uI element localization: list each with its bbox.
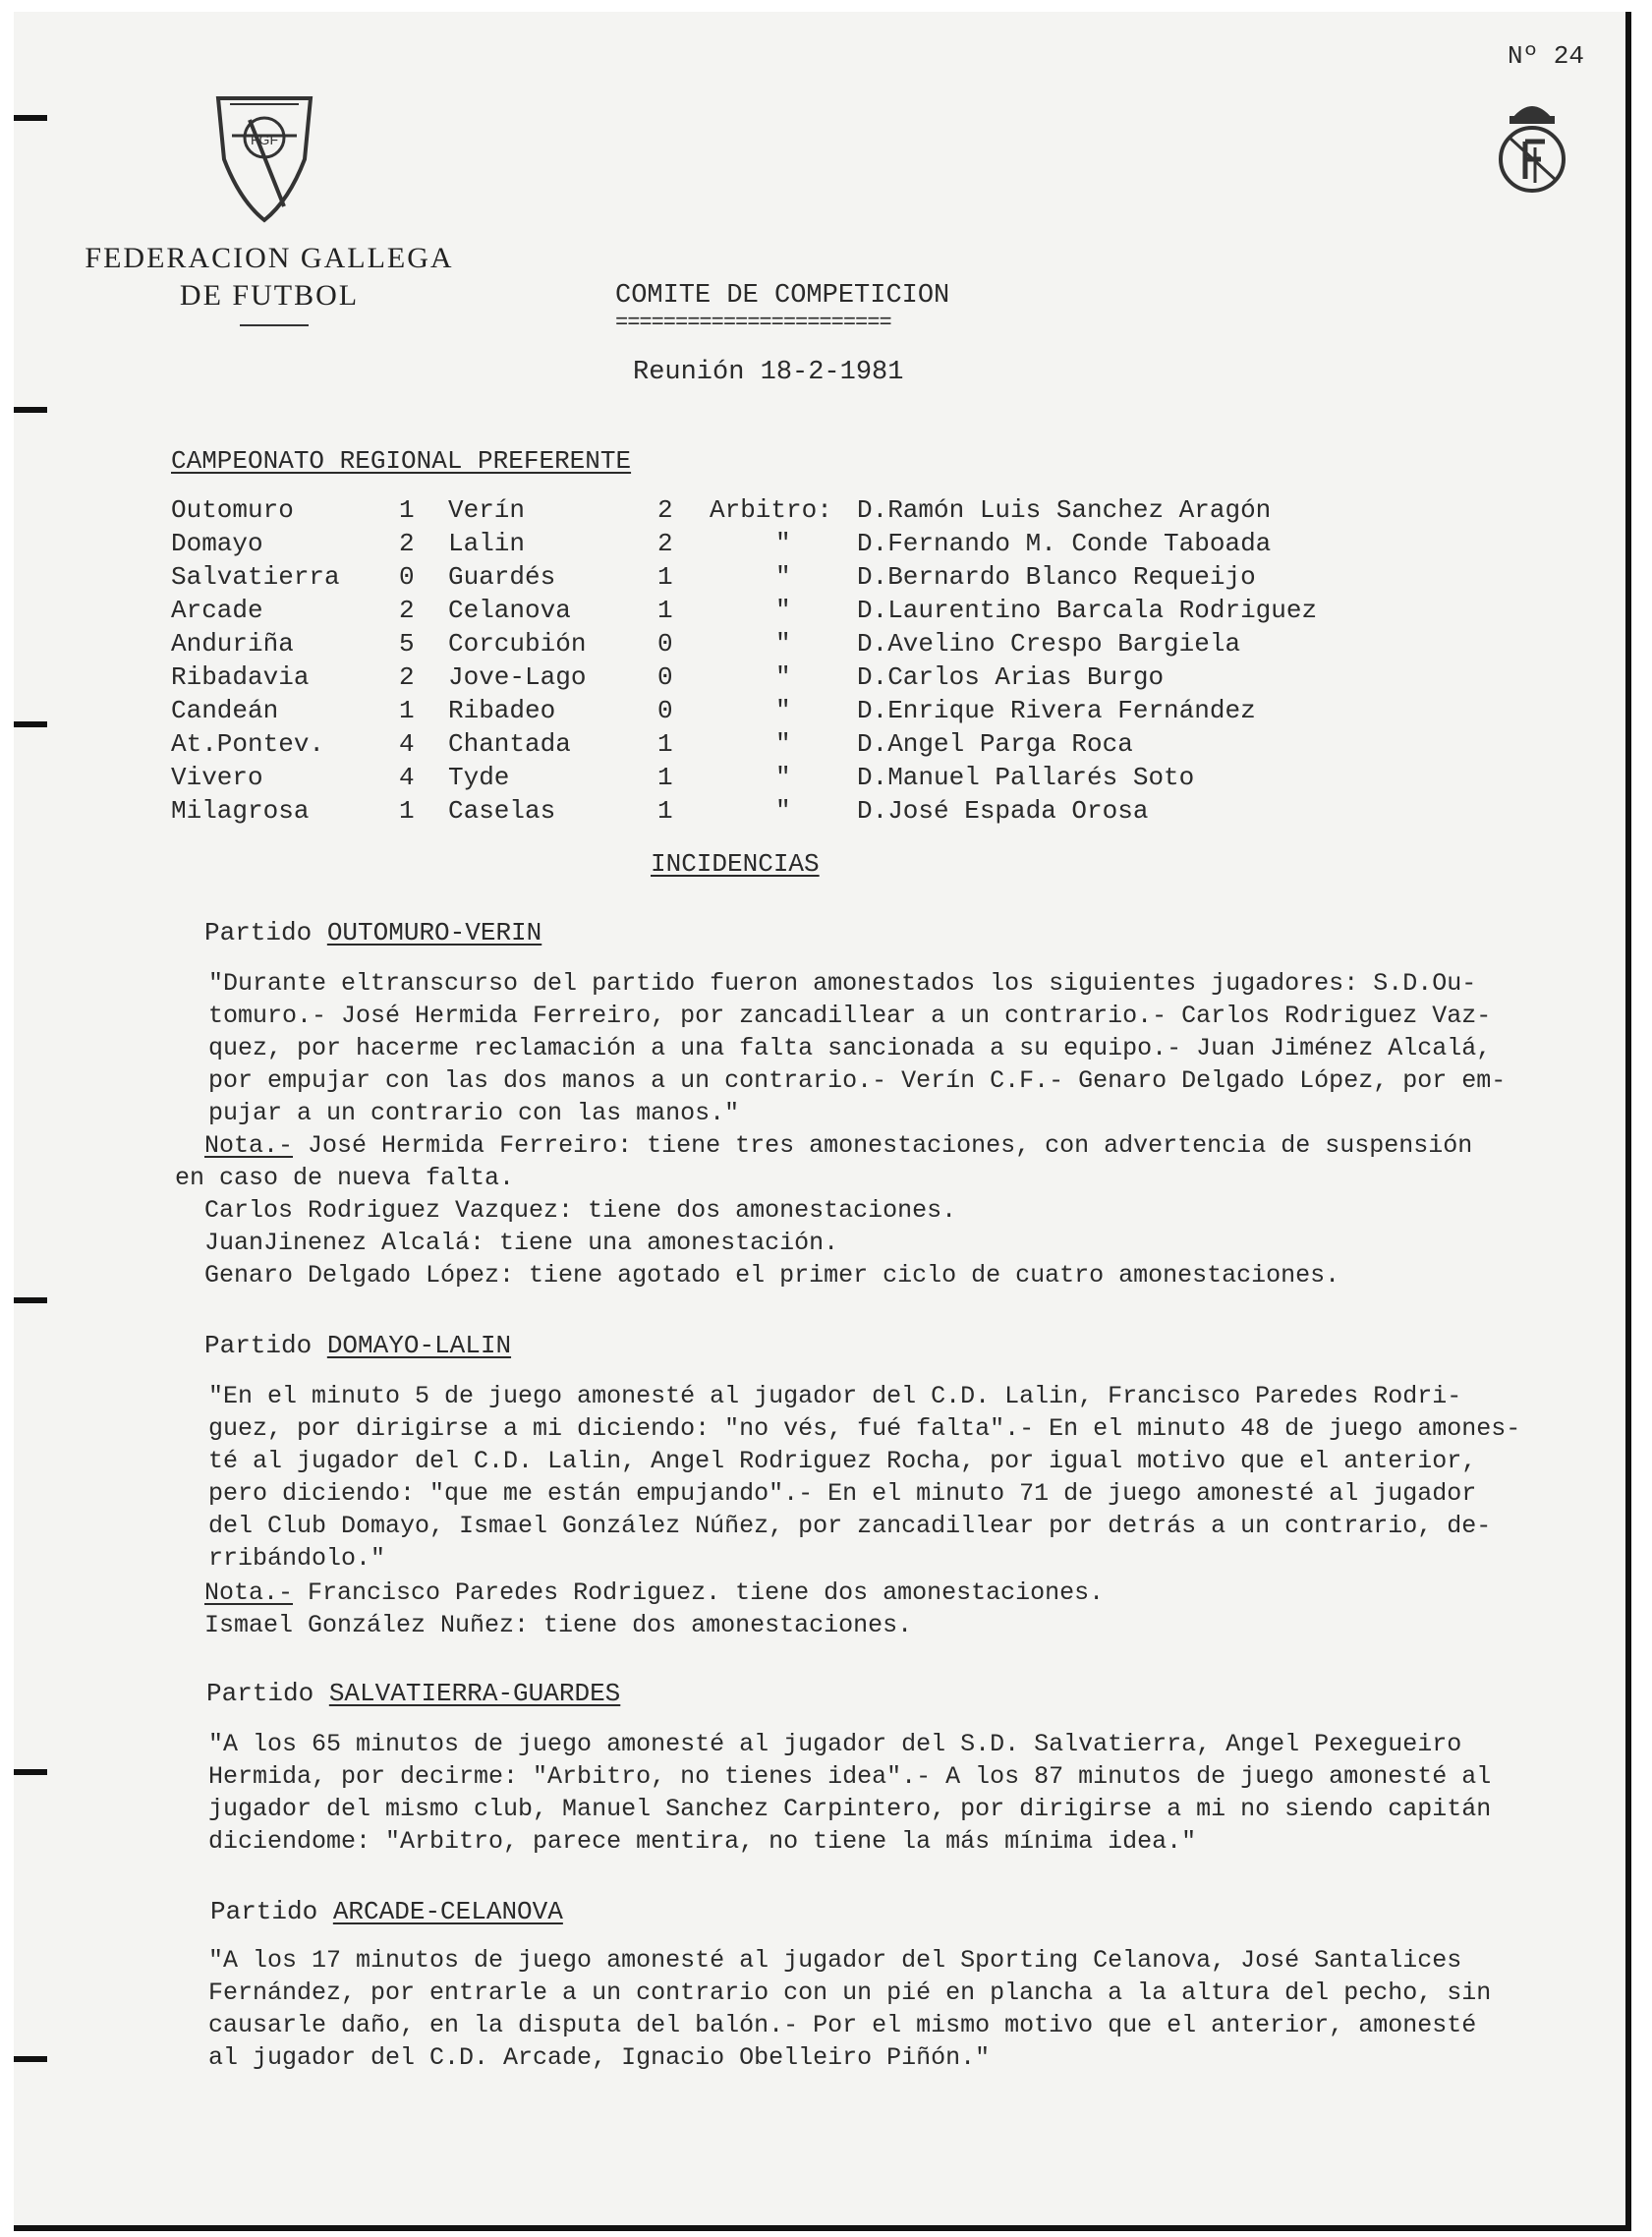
note-label: Nota.- [204, 1131, 294, 1160]
report-paragraph [208, 1728, 1491, 1858]
away-score: 0 [657, 696, 673, 725]
report-line: del Club Domayo, Ismael González Núñez, por zancadillear por detrás a un contrario, de- [208, 1512, 1492, 1540]
home-team: Salvatierra [171, 562, 340, 592]
away-team: Jove-Lago [448, 662, 587, 692]
federation-rule [240, 324, 309, 326]
note-block [175, 1129, 1472, 1291]
incidents-title: INCIDENCIAS [651, 849, 820, 879]
note-line: Carlos Rodriguez Vazquez: tiene dos amonestaciones. [204, 1196, 957, 1225]
home-team: Ribadavia [171, 662, 310, 692]
home-team: Outomuro [171, 495, 294, 525]
referee-name: D.Angel Parga Roca [857, 729, 1133, 759]
document-page [14, 12, 1631, 2231]
report-line: quez, por hacerme reclamación a una falta sancionada a su equipo.- Juan Jiménez Alcalá, [208, 1034, 1492, 1062]
away-score: 2 [657, 529, 673, 558]
home-score: 1 [399, 696, 415, 725]
committee-title: COMITE DE COMPETICION [615, 281, 950, 311]
home-score: 5 [399, 629, 415, 659]
match-label: Partido [206, 1679, 314, 1708]
binder-tab [14, 115, 47, 121]
home-score: 4 [399, 763, 415, 792]
match-label: Partido [204, 1331, 313, 1360]
away-score: 1 [657, 763, 673, 792]
match-label: Partido [204, 918, 313, 947]
home-score: 4 [399, 729, 415, 759]
report-line: "A los 17 minutos de juego amonesté al jugador del Sporting Celanova, José Santalices [208, 1946, 1462, 1975]
federation-name-line1: FEDERACION GALLEGA [85, 242, 454, 274]
away-team: Chantada [448, 729, 571, 759]
ditto-mark: " [775, 529, 791, 558]
match-heading [210, 1897, 563, 1926]
note-line: JuanJinenez Alcalá: tiene una amonestación. [204, 1229, 839, 1257]
home-team: Vivero [171, 763, 263, 792]
report-line: diciendome: "Arbitro, parece mentira, no tiene la más mínima idea." [208, 1827, 1197, 1856]
result-row [14, 763, 1390, 796]
away-team: Corcubión [448, 629, 587, 659]
away-score: 1 [657, 596, 673, 625]
result-row [14, 562, 1390, 596]
ditto-mark: " [775, 696, 791, 725]
result-row [14, 796, 1390, 830]
note-text: José Hermida Ferreiro: tiene tres amonestaciones, con advertencia de suspensión [308, 1131, 1473, 1160]
federation-name [53, 240, 485, 315]
result-row [14, 729, 1390, 763]
home-score: 1 [399, 796, 415, 826]
away-team: Lalin [448, 529, 526, 558]
match-name: ARCADE-CELANOVA [332, 1897, 563, 1926]
referee-name: D.Bernardo Blanco Requeijo [857, 562, 1256, 592]
report-line: "A los 65 minutos de juego amonesté al jugador del S.D. Salvatierra, Angel Pexegueiro [208, 1730, 1462, 1758]
match-label: Partido [210, 1897, 318, 1926]
ditto-mark: " [775, 562, 791, 592]
match-heading [206, 1679, 620, 1708]
away-team: Celanova [448, 596, 571, 625]
report-line: Fernández, por entrarle a un contrario con un pié en plancha a la altura del pecho, sin [208, 1979, 1492, 2007]
royal-crest-logo [1488, 90, 1576, 208]
report-line: tomuro.- José Hermida Ferreiro, por zancadillear a un contrario.- Carlos Rodriguez Vaz- [208, 1002, 1492, 1030]
report-paragraph [208, 967, 1506, 1129]
note-line: Ismael González Nuñez: tiene dos amonestaciones. [204, 1611, 913, 1639]
away-team: Verín [448, 495, 526, 525]
federation-shield-logo [210, 90, 318, 228]
referee-name: D.Enrique Rivera Fernández [857, 696, 1256, 725]
report-line: Hermida, por decirme: "Arbitro, no tienes idea".- A los 87 minutos de juego amonesté al [208, 1762, 1492, 1791]
away-score: 0 [657, 662, 673, 692]
note-label: Nota.- [204, 1578, 294, 1607]
referee-name: D.Carlos Arias Burgo [857, 662, 1165, 692]
match-name: OUTOMURO-VERIN [326, 918, 542, 947]
report-line: té al jugador del C.D. Lalin, Angel Rodriguez Rocha, por igual motivo que el anterior, [208, 1447, 1477, 1475]
note-block [204, 1577, 1104, 1641]
away-team: Ribadeo [448, 696, 556, 725]
report-line: "Durante eltranscurso del partido fueron amonestados los siguientes jugadores: S.D.Ou- [208, 969, 1477, 998]
match-heading [204, 918, 541, 947]
report-line: causarle daño, en la disputa del balón.- Por el mismo motivo que el anterior, amonesté [208, 2011, 1477, 2039]
report-line: jugador del mismo club, Manuel Sanchez Carpintero, por dirigirse a mi no siendo capitán [208, 1795, 1492, 1823]
meeting-date: Reunión 18-2-1981 [633, 358, 904, 387]
referee-name: D.Avelino Crespo Bargiela [857, 629, 1241, 659]
home-team: At.Pontev. [171, 729, 325, 759]
away-team: Tyde [448, 763, 510, 792]
report-paragraph [208, 1944, 1491, 2074]
referee-name: D.Fernando M. Conde Taboada [857, 529, 1272, 558]
report-paragraph [208, 1380, 1520, 1575]
referee-name: D.Ramón Luis Sanchez Aragón [857, 495, 1272, 525]
home-score: 2 [399, 529, 415, 558]
referee-name: D.José Espada Orosa [857, 796, 1149, 826]
referee-name: D.Laurentino Barcala Rodriguez [857, 596, 1318, 625]
binder-tab [14, 407, 47, 413]
ditto-mark: " [775, 729, 791, 759]
result-row [14, 529, 1390, 562]
ditto-mark: " [775, 796, 791, 826]
away-score: 2 [657, 495, 673, 525]
home-score: 1 [399, 495, 415, 525]
result-row [14, 629, 1390, 662]
home-team: Anduriña [171, 629, 294, 659]
note-text: Francisco Paredes Rodriguez. tiene dos amonestaciones. [308, 1578, 1105, 1607]
match-name: SALVATIERRA-GUARDES [328, 1679, 621, 1708]
note-line: Genaro Delgado López: tiene agotado el primer ciclo de cuatro amonestaciones. [204, 1261, 1340, 1290]
ditto-mark: " [775, 629, 791, 659]
report-line: por empujar con las dos manos a un contrario.- Verín C.F.- Genaro Delgado López, por em- [208, 1066, 1507, 1095]
result-row [14, 662, 1390, 696]
report-line: rribándolo." [208, 1544, 386, 1573]
away-score: 1 [657, 562, 673, 592]
note-line: en caso de nueva falta. [175, 1164, 515, 1192]
document-number: Nº 24 [1508, 41, 1585, 71]
home-team: Candeán [171, 696, 279, 725]
match-name: DOMAYO-LALIN [326, 1331, 512, 1360]
ditto-mark: " [775, 596, 791, 625]
ditto-mark: " [775, 662, 791, 692]
home-team: Domayo [171, 529, 263, 558]
away-team: Guardés [448, 562, 556, 592]
report-line: pujar a un contrario con las manos." [208, 1099, 740, 1127]
home-score: 0 [399, 562, 415, 592]
home-team: Arcade [171, 596, 263, 625]
title-separator: ======================= [615, 311, 891, 335]
championship-title: CAMPEONATO REGIONAL PREFERENTE [171, 446, 632, 476]
note-line [175, 1129, 1472, 1162]
binder-tab [14, 1297, 47, 1303]
referee-name: D.Manuel Pallarés Soto [857, 763, 1195, 792]
home-score: 2 [399, 596, 415, 625]
report-line: "En el minuto 5 de juego amonesté al jugador del C.D. Lalin, Francisco Paredes Rodri- [208, 1382, 1462, 1410]
result-row [14, 495, 1390, 529]
note-line [204, 1577, 1104, 1609]
report-line: al jugador del C.D. Arcade, Ignacio Obelleiro Piñón." [208, 2043, 991, 2072]
match-heading [204, 1331, 511, 1360]
ditto-mark: " [775, 763, 791, 792]
home-score: 2 [399, 662, 415, 692]
away-team: Caselas [448, 796, 556, 826]
away-score: 0 [657, 629, 673, 659]
referee-label: Arbitro: [710, 495, 832, 525]
home-team: Milagrosa [171, 796, 310, 826]
away-score: 1 [657, 729, 673, 759]
binder-tab [14, 1769, 47, 1775]
federation-name-line2: DE FUTBOL [179, 279, 360, 312]
away-score: 1 [657, 796, 673, 826]
binder-tab [14, 2056, 47, 2062]
report-line: guez, por dirigirse a mi diciendo: "no vés, fué falta".- En el minuto 48 de juego amones- [208, 1414, 1521, 1443]
result-row [14, 596, 1390, 629]
report-line: pero diciendo: "que me están empujando".- En el minuto 71 de juego amonesté al jugador [208, 1479, 1477, 1508]
svg-text:FGF: FGF [251, 132, 278, 147]
result-row [14, 696, 1390, 729]
